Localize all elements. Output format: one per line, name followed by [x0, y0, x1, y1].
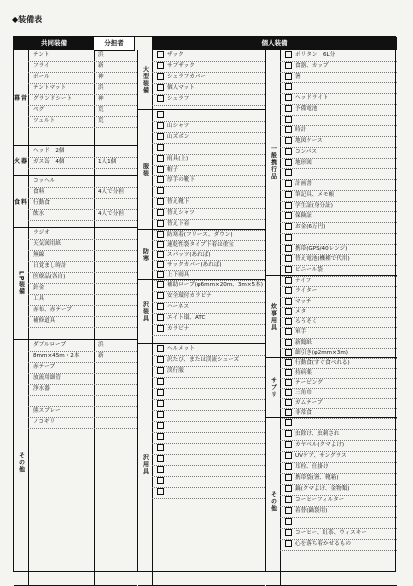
checkbox[interactable] — [285, 308, 292, 315]
checkbox[interactable] — [285, 441, 292, 448]
checkbox[interactable] — [157, 400, 164, 407]
item-label: 個人マット — [167, 85, 195, 91]
list-item — [280, 539, 397, 551]
item-label: ツェルト — [33, 118, 56, 124]
equipment-table — [13, 36, 396, 572]
checkbox[interactable] — [285, 277, 292, 284]
checkbox[interactable] — [157, 292, 164, 299]
item-label: エイト環、ATC — [167, 315, 206, 321]
checkbox[interactable] — [285, 255, 292, 262]
item-label: ナイフ — [295, 278, 312, 284]
item-label: 赤テープ — [33, 364, 56, 370]
item-label: 医療品(各自) — [33, 274, 66, 280]
item-label: 食料 — [33, 189, 45, 195]
item-label: 鍋(クマよけ、金物類) — [295, 486, 350, 492]
group-label: 服装 — [138, 110, 153, 229]
item-label: 携帯袋(箸、靴箱) — [295, 475, 339, 481]
checkbox[interactable] — [285, 318, 292, 325]
checkbox[interactable] — [157, 356, 164, 363]
checkbox[interactable] — [157, 209, 164, 216]
checkbox[interactable] — [285, 169, 292, 176]
item-label: 熊スプレー — [33, 408, 61, 414]
list-item — [28, 316, 137, 328]
checkbox[interactable] — [157, 198, 164, 205]
checkbox[interactable] — [285, 245, 292, 252]
group-label: 火器 — [14, 146, 29, 175]
item-label: 上下雨具 — [167, 272, 190, 278]
item-label: マッチ — [295, 298, 312, 305]
item-label: サックカバー(あれば) — [167, 262, 222, 268]
item-label: 保険証 — [295, 213, 312, 220]
checkbox[interactable] — [157, 281, 164, 288]
checkbox[interactable] — [285, 540, 292, 547]
item-label: 行動食(すぐ食べれる) — [295, 360, 350, 366]
item-label: 沢たび、または渓流シューズ — [167, 357, 240, 363]
item-label: 天気図用紙 — [33, 241, 61, 247]
item-label: 針金 — [33, 285, 45, 291]
item-label: ポール — [33, 74, 50, 80]
owner-cell: 神 — [98, 96, 104, 102]
checkbox[interactable] — [157, 251, 164, 258]
item-label: 日覚まし時計 — [33, 263, 67, 269]
checkbox[interactable] — [157, 411, 164, 418]
checkbox[interactable] — [285, 212, 292, 219]
header-shared: 共同装備 — [14, 37, 94, 50]
checkbox[interactable] — [157, 111, 164, 118]
group-label: 幕営 — [14, 50, 29, 145]
checkbox[interactable] — [285, 62, 292, 69]
checkbox[interactable] — [157, 325, 164, 332]
group-label: 大型装備 — [138, 50, 153, 109]
checkbox[interactable] — [285, 389, 292, 396]
owner-cell: 浜 — [98, 52, 104, 58]
checkbox[interactable] — [157, 271, 164, 278]
item-label: シュラフ — [167, 96, 190, 102]
item-label: ペグ — [33, 107, 45, 113]
item-label: ハーネス — [167, 304, 190, 310]
checkbox[interactable] — [285, 430, 292, 437]
owner-cell: 荒 — [98, 118, 104, 124]
group-label: 一般携行品 — [266, 50, 281, 275]
item-label: 学生証(身分証) — [295, 202, 333, 209]
checkbox[interactable] — [157, 220, 164, 227]
group-label: 防寒 — [138, 230, 153, 279]
item-label: テントマット — [33, 85, 67, 91]
checkbox[interactable] — [157, 241, 164, 248]
checkbox[interactable] — [157, 187, 164, 194]
item-label: ヘッドライト — [295, 95, 329, 102]
checkbox[interactable] — [285, 180, 292, 187]
c2-group-0 — [138, 50, 265, 110]
item-label: 山シャツ — [167, 122, 190, 129]
item-label: 放流用細管 — [33, 375, 61, 381]
page-title: ◆装備表 — [12, 15, 43, 24]
item-label: ビニール袋 — [295, 267, 323, 274]
checkbox[interactable] — [285, 507, 292, 514]
group-label: 沢装具 — [138, 280, 153, 343]
checkbox[interactable] — [285, 474, 292, 481]
item-label: 携帯(GPS/40レンジ) — [295, 245, 348, 252]
item-label: カラビナ — [167, 326, 190, 332]
list-item — [152, 324, 265, 336]
checkbox[interactable] — [157, 433, 164, 440]
checkbox[interactable] — [157, 133, 164, 140]
item-label: ノコギリ — [33, 419, 56, 425]
c2-group-4 — [138, 344, 265, 586]
c2-group-2 — [138, 230, 265, 280]
checkbox[interactable] — [157, 144, 164, 151]
item-label: フライ — [33, 63, 50, 69]
item-label: 軍手 — [295, 329, 307, 336]
checkbox[interactable] — [285, 452, 292, 459]
checkbox[interactable] — [285, 349, 292, 356]
checkbox[interactable] — [285, 105, 292, 112]
item-label: 非常食 — [295, 410, 312, 416]
item-label: 細引き(φ2mm×3m) — [295, 349, 348, 356]
header-personal: 個人装備 — [152, 37, 397, 50]
owner-cell: 新 — [98, 353, 104, 359]
checkbox[interactable] — [157, 51, 164, 58]
item-label: 飲水 — [33, 211, 45, 217]
checkbox[interactable] — [285, 73, 292, 80]
item-label: 行動食 — [33, 200, 50, 206]
item-label: シュラフカバー — [167, 74, 206, 80]
checkbox[interactable] — [157, 488, 164, 495]
checkbox[interactable] — [157, 314, 164, 321]
item-label: 着替(鍋袋用) — [295, 508, 328, 514]
item-label: 予備電池 — [295, 105, 318, 112]
item-label: メタ — [295, 308, 307, 315]
item-label: ガス缶 4個 — [33, 159, 65, 165]
item-label: 山ズボン — [167, 133, 190, 140]
item-label: 赤布、赤テープ — [33, 307, 72, 313]
checkbox[interactable] — [285, 159, 292, 166]
personal-column-1 — [138, 50, 266, 571]
item-label: 厚手の靴下 — [167, 177, 195, 184]
item-label: 三角巾 — [295, 390, 312, 396]
checkbox[interactable] — [157, 389, 164, 396]
checkbox[interactable] — [285, 137, 292, 144]
item-label: ガムテープ — [295, 400, 323, 406]
checkbox[interactable] — [157, 95, 164, 102]
checkbox[interactable] — [157, 444, 164, 451]
c2-group-1 — [138, 110, 265, 230]
item-label: スパッツ(あれば) — [167, 252, 211, 258]
group-label: LP装備 — [14, 228, 29, 339]
checkbox[interactable] — [157, 477, 164, 484]
checkbox[interactable] — [157, 176, 164, 183]
checkbox[interactable] — [157, 345, 164, 352]
checkbox[interactable] — [285, 339, 292, 346]
checkbox[interactable] — [285, 419, 292, 426]
checkbox[interactable] — [285, 369, 292, 376]
item-label: UVケア、サングラス — [295, 453, 347, 459]
item-label: ザック — [167, 52, 184, 58]
item-label: 箸 — [295, 73, 301, 80]
owner-cell: 浜 — [98, 342, 104, 348]
item-label: 耳栓、仕掛け — [295, 464, 329, 470]
checkbox[interactable] — [157, 62, 164, 69]
item-label: 防寒着(フリース、ダウン) — [167, 232, 233, 238]
list-item — [152, 94, 265, 106]
item-label: 新聞紙 — [295, 339, 312, 346]
item-label: お金(6万円) — [295, 224, 326, 231]
checkbox[interactable] — [157, 303, 164, 310]
item-label: 工具 — [33, 296, 45, 302]
owner-cell: 浜 — [98, 85, 104, 91]
c2-group-3 — [138, 280, 265, 344]
checkbox[interactable] — [157, 455, 164, 462]
item-label: 替え靴下 — [167, 199, 190, 206]
checkbox[interactable] — [285, 94, 292, 101]
checkbox[interactable] — [285, 328, 292, 335]
group-label: 沢用具 — [138, 344, 153, 585]
item-label: 地図ケース — [295, 138, 323, 145]
checkbox[interactable] — [285, 359, 292, 366]
checkbox[interactable] — [285, 191, 292, 198]
shared-column — [14, 50, 138, 571]
item-label: ダブルロープ — [33, 342, 67, 348]
checkbox[interactable] — [285, 234, 292, 241]
checkbox[interactable] — [285, 51, 292, 58]
checkbox[interactable] — [285, 116, 292, 123]
checkbox[interactable] — [157, 466, 164, 473]
personal-column-2 — [266, 50, 397, 571]
item-label: ラジオ — [33, 230, 50, 236]
owner-cell: 荒 — [98, 107, 104, 113]
checkbox[interactable] — [285, 83, 292, 90]
group-label: 食料 — [14, 176, 29, 227]
owner-cell: 1人1個 — [98, 159, 117, 165]
owner-cell: 4人で分担 — [98, 189, 124, 195]
header-owner: 分担者 — [94, 37, 135, 51]
item-label: ポリタン 6L分 — [295, 52, 336, 58]
checkbox[interactable] — [285, 399, 292, 406]
item-label: 時計 — [295, 127, 307, 134]
c3-group-3 — [266, 418, 397, 586]
item-label: 帽子 — [167, 166, 179, 173]
checkbox[interactable] — [157, 367, 164, 374]
group-label: その他 — [14, 340, 29, 585]
checkbox[interactable] — [285, 298, 292, 305]
group-label: 炊事用具 — [266, 276, 281, 357]
checkbox[interactable] — [285, 496, 292, 503]
item-label: サブザック — [167, 63, 195, 69]
owner-cell: 4人で分担 — [98, 211, 124, 217]
checkbox[interactable] — [157, 122, 164, 129]
item-label: 虫除け、虫刺され — [295, 431, 340, 437]
item-label: 心を落ち着かせるもの — [295, 541, 351, 547]
checkbox[interactable] — [157, 166, 164, 173]
item-label: ヘルメット — [167, 346, 195, 352]
checkbox[interactable] — [285, 202, 292, 209]
checkbox[interactable] — [285, 266, 292, 273]
item-label: グランドシート — [33, 96, 73, 102]
list-item — [152, 487, 265, 499]
checkbox[interactable] — [285, 409, 292, 416]
item-label: 無線 — [33, 252, 45, 258]
item-label: ライター — [295, 288, 318, 295]
item-label: 速乾性袋タイプ下着は重宝 — [167, 242, 234, 248]
checkbox[interactable] — [285, 485, 292, 492]
c3-group-0 — [266, 50, 397, 276]
c1-group-0 — [14, 50, 137, 146]
list-item — [28, 209, 137, 221]
c1-group-3 — [14, 228, 137, 340]
checkbox[interactable] — [285, 529, 292, 536]
item-label: 筆記具、メモ帳 — [295, 191, 335, 198]
item-label: 浄水器 — [33, 386, 50, 392]
item-label: コーヒーフィルター — [295, 497, 345, 503]
checkbox[interactable] — [285, 126, 292, 133]
item-label: 食器、カップ — [295, 62, 329, 69]
c1-group-4 — [14, 340, 137, 586]
c1-group-1 — [14, 146, 137, 176]
group-label: その他 — [266, 418, 281, 585]
item-label: ヘッド 2個 — [33, 148, 65, 154]
item-label: 渓行服 — [167, 368, 184, 374]
item-label: テーピング — [295, 380, 323, 386]
item-label: 計画書 — [295, 181, 312, 188]
item-label: 補修道具 — [33, 318, 56, 324]
item-label: カヤベル(クマよけ) — [295, 442, 345, 448]
item-label: 雨具(上) — [167, 155, 189, 162]
item-label: 補助ロープ(φ6mm×20m、3m×5本) — [167, 282, 263, 288]
checkbox[interactable] — [157, 231, 164, 238]
item-label: 持病薬 — [295, 370, 312, 376]
group-label: サブリ — [266, 358, 281, 417]
checkbox[interactable] — [285, 148, 292, 155]
owner-cell: 新 — [98, 63, 104, 69]
checkbox[interactable] — [157, 378, 164, 385]
item-label: 替え下着 — [167, 221, 190, 228]
c3-group-2 — [266, 358, 397, 418]
checkbox[interactable] — [157, 84, 164, 91]
item-label: 8mm×45m・2本 — [33, 353, 80, 359]
checkbox[interactable] — [285, 463, 292, 470]
list-item — [28, 417, 137, 429]
checkbox[interactable] — [285, 379, 292, 386]
c3-group-1 — [266, 276, 397, 358]
checkbox[interactable] — [285, 223, 292, 230]
item-label: コンパス — [295, 148, 317, 155]
item-label: 安全環付カラビナ — [167, 293, 212, 299]
item-label: 替え電池(機種で代用) — [295, 256, 350, 263]
checkbox[interactable] — [285, 518, 292, 525]
list-item — [28, 116, 137, 128]
item-label: コッヘル — [33, 178, 56, 184]
checkbox[interactable] — [157, 261, 164, 268]
item-label: 地形図 — [295, 159, 312, 166]
checkbox[interactable] — [157, 73, 164, 80]
list-item — [28, 157, 137, 169]
item-label: テント — [33, 52, 50, 58]
owner-cell: 神 — [98, 74, 104, 80]
item-label: コーヒー、紅茶、ウィスキー — [295, 530, 367, 536]
checkbox[interactable] — [285, 287, 292, 294]
checkbox[interactable] — [157, 155, 164, 162]
checkbox[interactable] — [157, 422, 164, 429]
c1-group-2 — [14, 176, 137, 228]
item-label: ろうそく — [295, 319, 318, 325]
item-label: 替えシャツ — [167, 210, 195, 217]
